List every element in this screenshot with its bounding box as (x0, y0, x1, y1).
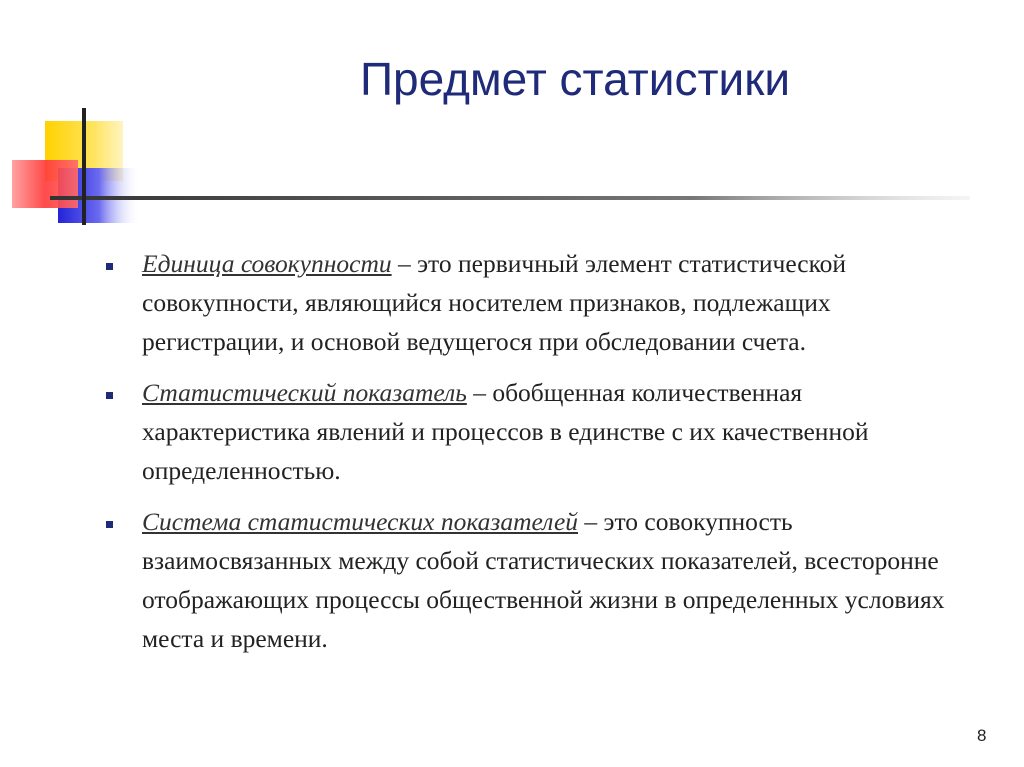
term-unit-of-population: Единица совокупности (142, 249, 392, 278)
term-indicator-system: Система статистических показателей (142, 507, 579, 536)
page-number: 8 (977, 726, 987, 745)
decorative-squares-graphic (0, 0, 1024, 240)
bullet-square-icon (106, 521, 113, 528)
horizontal-rule (50, 196, 970, 200)
bullet-square-icon (106, 263, 113, 270)
red-square (12, 160, 78, 208)
definition-unit-of-population: – это первичный элемент статистической совокупности, являющийся носителем признаков, подлежащих регистрации, и основой ведущегося при обследовании счета. (142, 249, 847, 356)
vertical-rule (82, 108, 86, 225)
term-statistical-indicator: Статистический показатель (142, 378, 467, 407)
bullet-square-icon (106, 392, 113, 399)
slide-title: Предмет статистики (359, 53, 791, 105)
bullet-list (100, 244, 960, 670)
list-item (100, 502, 960, 658)
list-item-text (142, 373, 960, 490)
list-item-text (142, 244, 960, 361)
list-item (100, 244, 960, 361)
list-item (100, 373, 960, 490)
list-item-text (142, 502, 960, 658)
definition-statistical-indicator: – обобщенная количественная характеристика явлений и процессов в единстве с их качественной определенностью. (142, 378, 869, 485)
definition-indicator-system: – это совокупность взаимосвязанных между собой статистических показателей, всесторонне отображающих процессы общественной жизни в определенных условиях места и времени. (142, 507, 945, 653)
